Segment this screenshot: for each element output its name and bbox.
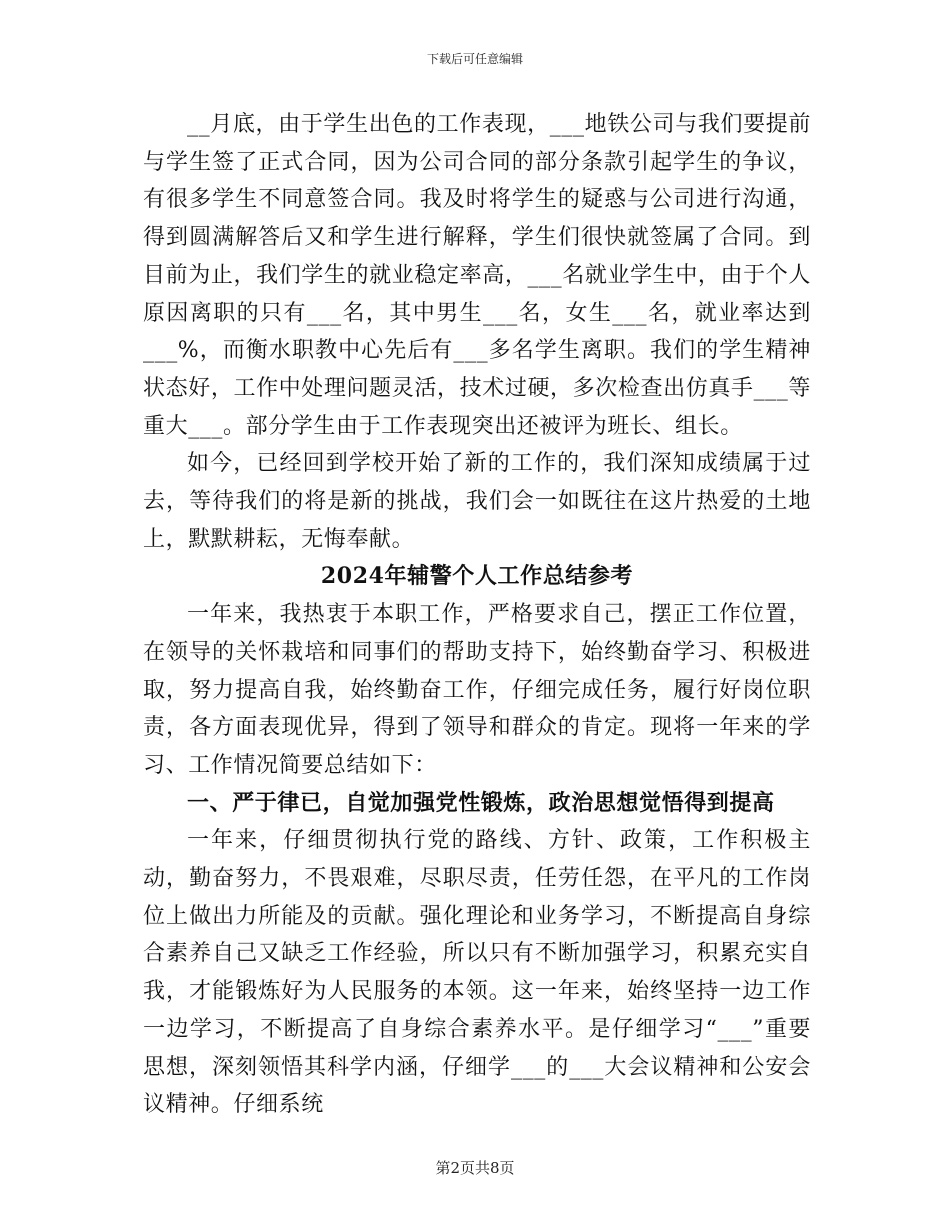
section-heading-1: 一、严于律已，自觉加强党性锻炼，政治思想觉悟得到提高: [187, 789, 775, 816]
paragraph-conclusion: 如今，已经回到学校开始了新的工作的，我们深知成绩属于过去，等待我们的将是新的挑战，我们会一如既往在这片热爱的土地上，默默耕耘，无悔奉献。: [143, 451, 811, 552]
document-body: [143, 106, 811, 1124]
paragraph-section-1: 一年来，仔细贯彻执行党的路线、方针、政策，工作积极主动，勤奋努力，不畏艰难，尽职尽责，任劳任怨，在平凡的工作岗位上做出力所能及的贡献。强化理论和业务学习，不断提高自身综合素养自己又缺乏工作经验，所以只有不断加强学习，积累充实自我，才能锻炼好为人民服务的本领。这一年来，始终坚持一边工作一边学习，不断提高了自身综合素养水平。是仔细学习“___”重要思想，深刻领悟其科学内涵，仔细学___的___大会议精神和公安会议精神。仔细系统: [143, 828, 811, 1118]
page-header-note: 下载后可任意编辑: [426, 52, 523, 66]
page-number: 第2页共8页: [435, 1159, 515, 1177]
paragraph-intro: 一年来，我热衷于本职工作，严格要求自己，摆正工作位置，在领导的关怀栽培和同事们的帮助支持下，始终勤奋学习、积极进取，努力提高自我，始终勤奋工作，仔细完成任务，履行好岗位职责，各方面表现优异，得到了领导和群众的肯定。现将一年来的学习、工作情况简要总结如下：: [143, 602, 811, 778]
paragraph-employment: __月底，由于学生出色的工作表现，___地铁公司与我们要提前与学生签了正式合同，因为公司合同的部分条款引起学生的争议，有很多学生不同意签合同。我及时将学生的疑惑与公司进行沟通，得到圆满解答后又和学生进行解释，学生们很快就签属了合同。到目前为止，我们学生的就业稳定率高，___名就业学生中，由于个人原因离职的只有___名，其中男生___名，女生___名，就业率达到___%，而衡水职教中心先后有___多名学生离职。我们的学生精神状态好，工作中处理问题灵活，技术过硬，多次检查出仿真手___等重大___。部分学生由于工作表现突出还被评为班长、组长。: [143, 112, 811, 439]
document-title: 2024年辅警个人工作总结参考: [320, 563, 634, 590]
